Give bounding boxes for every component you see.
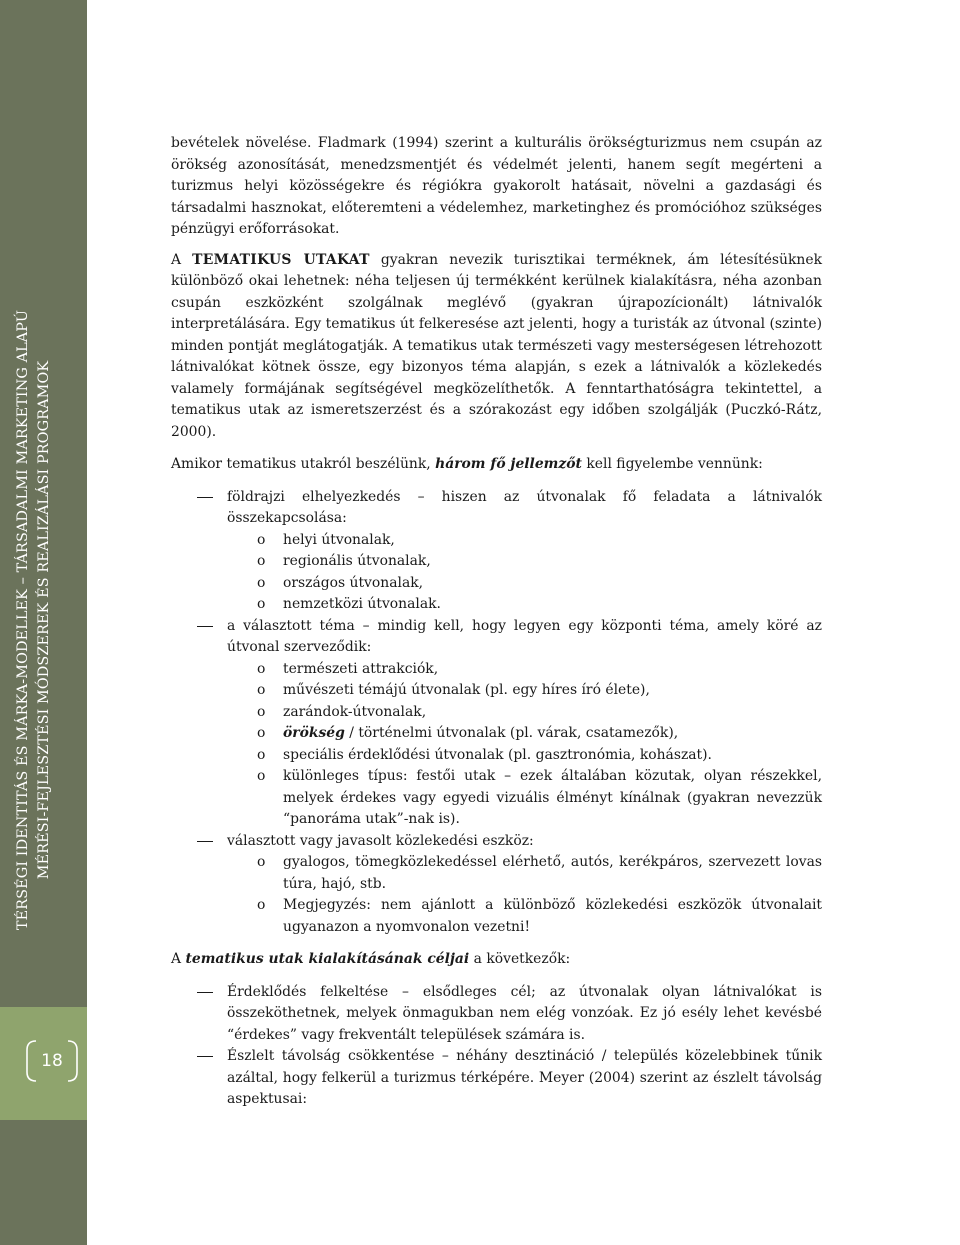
sublist-item: o Megjegyzés: nem ajánlott a különböző közlekedési eszközök útvonalait ugyanazon a nyomvonalon vezetni! xyxy=(227,895,822,938)
sublist-item: o zarándok-útvonalak, xyxy=(227,702,822,724)
sidebar-title xyxy=(13,120,75,1120)
sublist xyxy=(227,852,822,938)
text-span: a következők: xyxy=(469,951,571,967)
sublist-item: o regionális útvonalak, xyxy=(227,551,822,573)
sublist-item: o gyalogos, tömegközlekedéssel elérhető, autós, kerékpáros, szervezett lovas túra, hajó, stb. xyxy=(227,852,822,895)
page-number-frame xyxy=(24,1038,80,1084)
text-span: gyakran nevezik turisztikai terméknek, ám létesítésüknek különböző okai lehetnek: néha teljesen új termékként kerülnek kialakításra, néha azonban csupán eszközként szolgálnak meglévő (gyakran újrapozícionált) látnivalók interpretálására. Egy tematikus út felkeresése azt jelenti, hogy a turisták az útvonal (szinte) minden pontját meglátogatják. A tematikus utak természeti vagy mesterségesen létrehozott látnivalókat kötnek össze, egy bizonyos téma alapján, s ezek a látnivalók a közlekedés valamely formájának segítségével megközelíthetők. A fenntarthatóságra tekintettel, a tematikus utak az ismeretszerzést és a szórakozást egy időben szolgálják (Puczkó-Rátz, 2000). xyxy=(171,251,822,440)
list-item-text: földrajzi elhelyezkedés – hiszen az útvonalak fő feladata a látnivalók összekapcsolása: xyxy=(227,488,822,526)
sublist-item: o nemzetközi útvonalak. xyxy=(227,594,822,616)
sublist xyxy=(227,659,822,831)
emphasis-goals: tematikus utak kialakításának céljai xyxy=(185,951,470,967)
text-span: kell figyelembe vennünk: xyxy=(581,456,763,472)
page-number: 18 xyxy=(41,1051,63,1071)
list-item xyxy=(171,487,822,616)
sidebar xyxy=(0,0,87,1245)
emphasis-three-features: három fő jellemzőt xyxy=(435,456,582,472)
text-span: A xyxy=(171,251,193,268)
list-item xyxy=(171,831,822,939)
paragraph-three-features xyxy=(171,454,822,476)
list-item-text: választott vagy javasolt közlekedési eszköz: xyxy=(227,832,534,849)
sublist-item xyxy=(227,723,822,745)
paragraph-intro: bevételek növelése. Fladmark (1994) szerint a kulturális örökségturizmus nem csupán az örökség azonosítását, menedzsmentjét és védelmét jelenti, hanem segít megérteni a turizmus helyi közösségekre és régiókra gyakorolt hatásait, növelni a gazdasági és társadalmi hasznokat, előteremteni a védelemhez, marketinghez és promócióhoz szükséges pénzügyi erőforrásokat. xyxy=(171,135,822,237)
sublist-item: o helyi útvonalak, xyxy=(227,530,822,552)
list-item: Érdeklődés felkeltése – elsődleges cél; az útvonalak olyan látnivalókat is összeköthetnek, melyek önmagukban nem elég vonzóak. Ez jó esély lehet kevésbé “érdekes” vagy frekventált települések számára is. xyxy=(171,982,822,1047)
sidebar-title-line-1: TÉRSÉGI IDENTITÁS ÉS MÁRKA-MODELLEK – TÁRSADALMI MARKETING ALAPÚ xyxy=(15,309,31,931)
emphasis-heritage: örökség xyxy=(283,725,345,741)
text-span: / történelmi útvonalak (pl. várak, csatamezők), xyxy=(344,725,679,741)
sidebar-title-line-2: MÉRÉSI-FEJLESZTÉSI MÓDSZEREK ÉS REALIZÁLÁSI PROGRAMOK xyxy=(36,360,52,880)
page-content xyxy=(171,133,822,1111)
list-item: Észlelt távolság csökkentése – néhány desztináció / település közelebbinek tűnik azáltal, hogy felkerül a turizmus térképére. Meyer (2004) szerint az észlelt távolság aspektusai: xyxy=(171,1046,822,1111)
text-span: Amikor tematikus utakról beszélünk, xyxy=(171,456,436,472)
list-item-text: a választott téma – mindig kell, hogy legyen egy központi téma, amely köré az útvonal szerveződik: xyxy=(227,617,822,655)
sublist-item: o országos útvonalak, xyxy=(227,573,822,595)
features-list xyxy=(171,487,822,939)
sublist-item: o speciális érdeklődési útvonalak (pl. gasztronómia, kohászat). xyxy=(227,745,822,767)
goals-list xyxy=(171,982,822,1111)
term-thematic-routes: TEMATIKUS UTAKAT xyxy=(192,251,370,268)
paragraph-goals xyxy=(171,949,822,971)
sublist-item: o művészeti témájú útvonalak (pl. egy híres író élete), xyxy=(227,680,822,702)
sublist-item: o természeti attrakciók, xyxy=(227,659,822,681)
sublist xyxy=(227,530,822,616)
list-item xyxy=(171,616,822,831)
paragraph-thematic-routes xyxy=(171,250,822,444)
text-span: A xyxy=(171,951,186,967)
sublist-item: o különleges típus: festői utak – ezek általában közutak, olyan részekkel, melyek érdekes vagy egyedi vizuális élményt kínálnak (gyakran nevezzük “panoráma utak”-nak is). xyxy=(227,766,822,831)
